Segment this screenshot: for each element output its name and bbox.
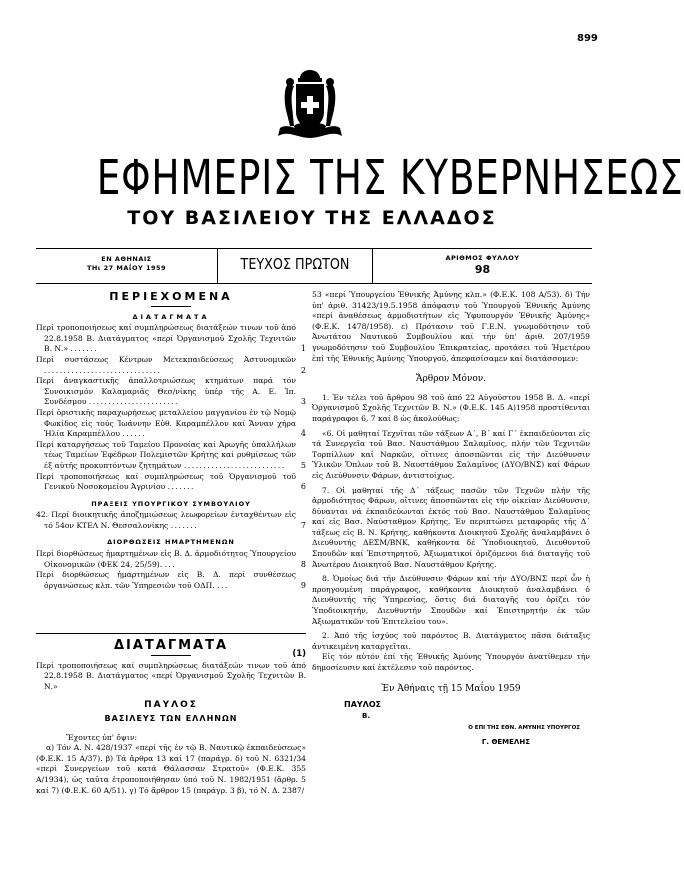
decree-number: (1) — [292, 648, 306, 659]
page-number: 899 — [577, 33, 598, 44]
decree-paragraph: Εἰς τόν αὐτόν ἐπί τῆς Ἐθνικῆς Ἀμύνης Ὑπουργόν ἀνατίθεμεν τήν δημοσίευσιν καί ἐκτέλεσιν τοῦ παρόντος. — [312, 652, 590, 672]
toc-item-text: Περί διορθώσεως ἡμαρτημένων εἰς Β. Δ. ἁρμοδιότητος Ὑπουργείου Οἰκονομικῶν (ΦΕΚ 24, 25/59). — [36, 549, 296, 569]
place-label: ΕΝ ΑΘΗΝΑΙΣ — [101, 255, 152, 263]
toc-item[interactable]: Περί ὁριστικῆς παραχωρήσεως μεταλλείου μαγγανίου ἐν τῷ Νομῷ Φωκίδος εἰς τούς Ἰωάννην Εὐθ. Καραμπέλλον καί Ἄνναν χήρα Ἠλία Καραμπέλλου ...... 4 — [36, 407, 306, 439]
toc-item-page: 2 — [300, 365, 306, 375]
toc-item-text: Περί συστάσεως Κέντρων Μετεκπαιδεύσεως Ἀστυνομικῶν — [36, 354, 296, 364]
decree-paragraph: 8. Ὁμοίως διά τήν Διεύθυνσιν Φάρων καί τήν ΔΥΟ/ΒΝΣ περί ὧν ἡ προηγουμένη παράγραφος, καθήκοντα Διοικητοῦ ἀναλαμβάνει ὁ Διευθυντής τῆς Ὑπηρεσίας, ὅστις διά διαταγῆς του ὁρίζει τόν Ὑποδιοικητήν, Διευθυντήν Σπουδῶν καί Ἐπιστηρητήν ἐκ τῶν Ἀξιωματικῶν τοῦ Ἐπιτελείου του». — [312, 574, 590, 626]
toc-item[interactable]: 42. Περί διοικητικῆς ἀποζημιώσεως λεωφορείων ἐνταχθέντων εἰς τό 54ον ΚΤΕΛ Ν. Θεσσαλονίκης ....... 7 — [36, 510, 306, 530]
decree-block — [36, 638, 306, 796]
decrees-heading: ΔΙΑΤΑΓΜΑΤΑ — [113, 638, 229, 653]
issue-header-bar — [36, 248, 592, 284]
toc-item-page: 6 — [300, 482, 306, 492]
article-heading: Ἄρθρον Μόνον. — [415, 374, 487, 385]
toc-item-page: 3 — [300, 397, 306, 407]
toc-item-page: 1 — [300, 344, 306, 354]
left-column — [36, 290, 306, 591]
gazette-subtitle: ΤΟΥ ΒΑΣΙΛΕΙΟΥ ΤΗΣ ΕΛΛΑΔΟΣ — [127, 207, 497, 229]
issue-volume: ΤΕΥΧΟΣ ΠΡΩΤΟΝ — [240, 255, 350, 273]
toc-item[interactable]: Περί τροποποιήσεως καί συμπληρώσεως διατάξεών τινων τοῦ ἀπό 22.8.1958 Β. Διατάγματος «περί Ὀργανισμοῦ Σχολῆς Τεχνιτῶν Β. Ν.» ....... 1 — [36, 323, 306, 354]
king-title: ΒΑΣΙΛΕΥΣ ΤΩΝ ΕΛΛΗΝΩΝ — [104, 713, 238, 723]
toc-item-text: 42. Περί διοικητικῆς ἀποζημιώσεως λεωφορείων ἐνταχθέντων εἰς τό 54ον ΚΤΕΛ Ν. Θεσσαλονίκης — [36, 510, 296, 530]
section-divider — [36, 633, 306, 634]
toc-item[interactable]: Περί ἀναγκαστικῆς ἀπαλλοτριώσεως κτημάτων παρά τόν Συνοικισμόν Καλαμαριᾶς Θεσ/νίκης ὑπέρ τῆς Α. Ε. Ἱπ. Συνδέσμου ....................... 3 — [36, 376, 306, 407]
minister-name: Γ. ΘΕΜΕΛΗΣ — [481, 737, 530, 746]
toc-item[interactable]: Περί διορθώσεως ἡμαρτημένων εἰς Β. Δ. ἁρμοδιότητος Ὑπουργείου Οἰκονομικῶν (ΦΕΚ 24, 25/59). ... 8 — [36, 549, 306, 569]
toc-item[interactable]: Περί διορθώσεως ἡμαρτημένων εἰς Β. Δ. περί συνθέσεως ὀργανώσεως κλπ. τῶν Ὑπηρεσιῶν τοῦ ΟΔΠ. ... 9 — [36, 570, 306, 590]
toc-item-text: Περί ὁριστικῆς παραχωρήσεως μεταλλείου μαγγανίου ἐν τῷ Νομῷ Φωκίδος εἰς τούς Ἰωάννην Εὐθ. Καραμπέλλον καί Ἄνναν χήρα Ἠλία Καραμπέλλου — [36, 407, 296, 439]
preamble-intro: Ἔχοντες ὑπ' ὄψιν: — [66, 732, 138, 742]
toc-item-page: 5 — [300, 460, 306, 470]
decree-paragraph: 2. Ἀπό τῆς ἰσχύος τοῦ παρόντος Β. Διατάγματος πᾶσα διάταξις ἀντικειμένη καταργεῖται. — [312, 631, 590, 651]
toc-item-text: Περί διορθώσεως ἡμαρτημένων εἰς Β. Δ. περί συνθέσεως ὀργανώσεως κλπ. τῶν Ὑπηρεσιῶν τοῦ ΟΔΠ. — [36, 570, 296, 590]
toc-item-text: Περί ἀναγκαστικῆς ἀπαλλοτριώσεως κτημάτων παρά τόν Συνοικισμόν Καλαμαριᾶς Θεσ/νίκης ὑπέρ τῆς Α. Ε. Ἱπ. Συνδέσμου — [36, 376, 296, 407]
sheet-number: 98 — [474, 263, 491, 276]
issue-date: ΤΗι 27 ΜΑΐΟΥ 1959 — [86, 264, 167, 272]
toc-item[interactable]: Περί καταργήσεως τοῦ Ταμείου Προνοίας καί Ἀρωγῆς ὑπαλλήλων τέως Ταμείων Ἐφέδρων Πολεμιστῶν Κρήτης καί ρυθμίσεως τῶν ἐξ αὐτῆς προκυπτόντων ζητημάτων .......................... 5 — [36, 439, 306, 470]
toc-item-text: Περί τροποποιήσεως καί συμπληρώσεως διατάξεών τινων τοῦ ἀπό 22.8.1958 Β. Διατάγματος «περί Ὀργανισμοῦ Σχολῆς Τεχνιτῶν Β. Ν.» — [36, 323, 296, 354]
toc-section-heading: ΔΙΑΤΑΓΜΑΤΑ — [132, 312, 210, 321]
toc-section-heading: ΔΙΟΡΘΩΣΕΙΣ ΗΜΑΡΤΗΜΕΝΩΝ — [107, 538, 235, 547]
place-date-box — [36, 249, 217, 283]
sheet-number-label: ΑΡΙΘΜΟΣ ΦΥΛΛΟΥ — [445, 254, 520, 262]
toc-item[interactable]: Περί τροποποιήσεως καί συμπληρώσεως τοῦ Ὀργανισμοῦ τοῦ Γενικοῦ Νοσοκομείου Ἀγρινίου ....... 6 — [36, 471, 306, 492]
toc-item[interactable]: Περί συστάσεως Κέντρων Μετεκπαιδεύσεως Ἀστυνομικῶν .............................. 2 — [36, 354, 306, 375]
preamble-text-left: α) Τόν Α. Ν. 428/1937 «περί τῆς ἐν τῷ Β. Ναυτικῷ ἐκπαιδεύσεως» (Φ.Ε.Κ. 15 Α/37). β) Τά ἄρθρα 13 καί 17 (παράγρ. δ) τοῦ Ν. 6321/34 «περί Συνεργείων τοῦ κατά Θάλασσαν Στρατοῦ» (Φ.Ε.Κ. 355 Α/1934), ὡς ταῦτα ἐτροποποιήθησαν ὑπό τοῦ Ν. 1982/1951 (ἄρθρ. 5 καί 7) (Φ.Ε.Κ. 60 Α/51). γ) Τό ἄρθρον 15 (παράγρ. 3 β), τό Ν. Δ. 2387/ — [36, 743, 306, 795]
minister-title: Ο ΕΠΙ ΤΗΣ ΕΘΝ. ΑΜΥΝΗΣ ΥΠΟΥΡΓΟΣ — [468, 725, 580, 732]
divider — [151, 655, 191, 656]
decree-paragraph: 7. Οἱ μαθηταί τῆς Δ΄ τάξεως πασῶν τῶν Τεχνῶν πλήν τῆς ἁρμοδιότητος Φάρων, οἵτινες ἀποσπῶνται εἰς τήν οἰκείαν Διεύθυνσιν, δύνανται νά ἐκπαιδεύωνται ἐκτός τοῦ Βασ. Ναυστάθμου Σαλαμῖνος καί εἰς Βασ. Ναύσταθμον Κρήτης. Ἐν περιπτώσει μεταφορᾶς τῆς Δ΄ τάξεως εἰς Β. Ν. Κρήτης, καθήκοντα Διοικητοῦ Σχολῆς ἀναλαμβάνει ὁ Διευθυντής ΔΕΣΜ/ΒΝΚ, καθήκοντα δέ Ὑποδιοικητοῦ, Διευθυντοῦ Σπουδῶν καί Ἐπιστηρητοῦ, Ἀξιωματικοί ὁριζόμενοι διά διαταγῆς τοῦ Ἀνωτέρου Διοικητοῦ Βασ. Ναυστάθμου Κρήτης. — [312, 485, 590, 569]
contents-title: ΠΕΡΙΕΧΟΜΕΝΑ — [109, 290, 233, 303]
gazette-title: ΕΦΗΜΕΡΙΣ ΤΗΣ ΚΥΒΕΡΝΗΣΕΩΣ — [96, 150, 684, 206]
king-name: ΠΑΥΛΟΣ — [144, 700, 198, 711]
right-column — [312, 290, 590, 748]
king-signature: ΠΑΥΛΟΣ — [344, 700, 382, 710]
place-date: Ἐν Ἀθήναις τῇ 15 Μαΐου 1959 — [381, 683, 521, 694]
toc-item-text: Περί καταργήσεως τοῦ Ταμείου Προνοίας καί Ἀρωγῆς ὑπαλλήλων τέως Ταμείων Ἐφέδρων Πολεμιστῶν Κρήτης καί ρυθμίσεως τῶν ἐξ αὐτῆς προκυπτόντων ζητημάτων — [36, 439, 296, 470]
decree-paragraph: 1. Ἐν τέλει τοῦ ἄρθρου 98 τοῦ ἀπό 22 Αὐγούστου 1958 Β. Δ. «περί Ὀργανισμοῦ Σχολῆς Τεχνιτῶν Β. Ν.» (Φ.Ε.Κ. 145 Α)1958 προστίθενται παράγραφοι 6, 7 καί 8 ὡς ἀκολούθως: — [312, 392, 590, 423]
toc-item-page: 7 — [300, 520, 306, 530]
coat-of-arms-icon — [270, 66, 350, 146]
toc-item-text: Περί τροποποιήσεως καί συμπληρώσεως τοῦ Ὀργανισμοῦ τοῦ Γενικοῦ Νοσοκομείου Ἀγρινίου — [36, 471, 296, 492]
issue-volume-box — [217, 249, 373, 283]
divider — [151, 306, 191, 307]
toc-item-page: 9 — [300, 580, 306, 590]
toc-item-page: 4 — [300, 429, 306, 439]
toc-section-heading: ΠΡΑΞΕΙΣ ΥΠΟΥΡΓΙΚΟΥ ΣΥΜΒΟΥΛΙΟΥ — [91, 499, 251, 508]
decree-paragraph: «6. Οἱ μαθηταί Τεχνῖται τῶν τάξεων Α΄, Β΄ καί Γ΄ ἐκπαιδεύονται εἰς τά Συνεργεῖα τοῦ Βασ. Ναυστάθμου Σαλαμῖνος, πλήν τῶν Τεχνιτῶν Τορπίλλων καί Ναρκῶν, οἵτινες ἀποσπῶνται εἰς τήν Διεύθυνσιν Ὑλικῶν Ὅπλων τοῦ Β. Ναυστάθμου Σαλαμῖνος (ΔΥΟ/ΒΝΣ) καί Φάρων εἰς Διεύθυνσιν Φάρων, ἀντιστοίχως. — [312, 428, 590, 480]
decree-subject: Περί τροποποιήσεως καί συμπληρώσεως διατάξεών τινων τοῦ ἀπό 22.8.1958 Β. Διατάγματος «περί Ὀργανισμοῦ Σχολῆς Τεχνιτῶν Β. Ν.» — [36, 660, 306, 691]
toc-item-page: 8 — [300, 559, 306, 569]
sheet-number-box — [373, 249, 592, 283]
king-signature-mark: Β. — [362, 711, 370, 720]
preamble-text-right: 53 «περί Ὑπουργείου Ἐθνικῆς Ἀμύνης κλπ.» (Φ.Ε.Κ. 108 Α/53). δ) Τήν ὑπ' ἀριθ. 31423/19.5.1958 ἀπόφασιν τοῦ Ὑπουργοῦ Ἐθνικῆς Ἀμύνης «περί ἀναθέσεως ἁρμοδιοτήτων εἰς Ὑφυπουργόν Ἐθνικῆς Ἀμύνης» (Φ.Ε.Κ. 1478/1958). ε) Πρότασιν τοῦ Γ.Ε.Ν. γνωμοδότησιν τοῦ Ἀνωτάτου Ναυτικοῦ Συμβουλίου καί τήν ὑπ' ἀριθ. 207/1959 γνωμοδότησιν τοῦ Συμβουλίου Ἐπικρατείας, προτάσει τοῦ Ἡμετέρου ἐπί τῆς Ἐθνικῆς Ἀμύνης Ὑπουργοῦ, ἀπεφασίσαμεν καί διατάσσομεν: — [312, 290, 590, 363]
